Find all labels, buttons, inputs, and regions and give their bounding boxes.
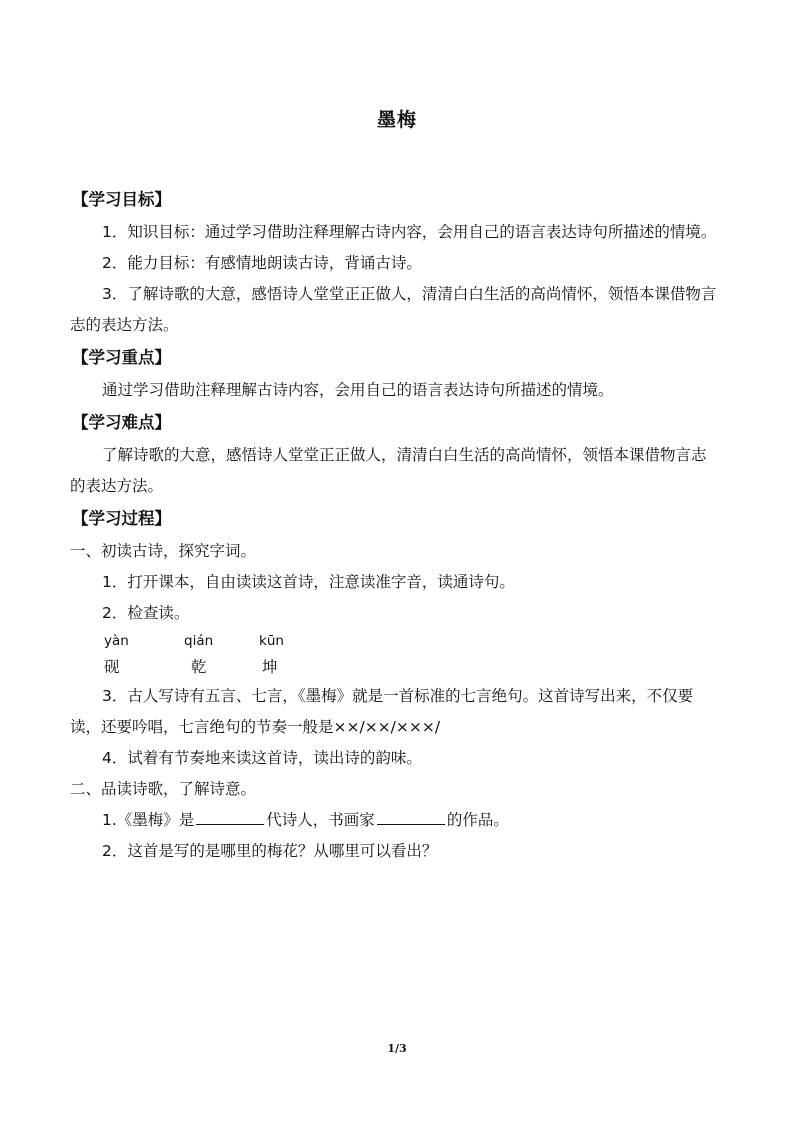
section-header-difficulty: 【学习难点】 [72,413,171,432]
character-row [70,653,720,681]
process-part1-item2: 2．检查读。 [102,604,190,622]
pinyin-yan: yàn [104,633,129,649]
pinyin-kun: kūn [259,633,284,649]
page-title: 墨梅 [376,109,417,131]
fill-in-blank-dynasty[interactable] [196,808,264,825]
process-part1-item3: 3．古人写诗有五言、七言，《墨梅》就是一首标准的七言绝句。这首诗写出来，不仅要读，还要吟唱，七言绝句的节奏一般是××/××/×××/ [70,687,694,736]
goal-item-3: 3．了解诗歌的大意，感悟诗人堂堂正正做人，清清白白生活的高尚情怀，领悟本课借物言志的表达方法。 [70,285,717,334]
fill-in-text-a: 1.《墨梅》是 [102,811,195,829]
process-part2-title: 二、品读诗歌，了解诗意。 [70,780,257,798]
difficulty-text: 了解诗歌的大意，感悟诗人堂堂正正做人，清清白白生活的高尚情怀，领悟本课借物言志的表达方法。 [70,446,707,495]
pinyin-qian: qián [184,633,214,649]
focus-text: 通过学习借助注释理解古诗内容，会用自己的语言表达诗句所描述的情境。 [102,381,614,399]
process-part1-item4: 4．试着有节奏地来读这首诗，读出诗的韵味。 [102,749,422,767]
char-kun: 坤 [262,658,278,676]
char-qian: 乾 [191,658,207,676]
goal-item-1: 1．知识目标：通过学习借助注释理解古诗内容，会用自己的语言表达诗句所描述的情境。 [102,223,717,241]
process-part2-item2: 2．这首是写的是哪里的梅花？从哪里可以看出？ [102,842,438,860]
process-part1-item1: 1．打开课本，自由读读这首诗，注意读准字音，读通诗句。 [102,573,515,591]
pinyin-row [70,629,720,653]
process-part1-title: 一、初读古诗，探究字词。 [70,542,257,560]
goal-item-2: 2．能力目标：有感情地朗读古诗，背诵古诗。 [102,254,422,272]
section-header-focus: 【学习重点】 [72,348,171,367]
page-number: 1/3 [387,1042,407,1055]
document-body [70,183,720,867]
section-header-process: 【学习过程】 [72,509,171,528]
process-part2-item1 [70,805,720,836]
fill-in-blank-poet[interactable] [377,808,445,825]
section-header-goals: 【学习目标】 [72,190,171,209]
fill-in-text-b: 代诗人，书画家 [266,811,375,829]
char-yan: 砚 [104,658,120,676]
fill-in-text-c: 的作品。 [446,811,509,829]
